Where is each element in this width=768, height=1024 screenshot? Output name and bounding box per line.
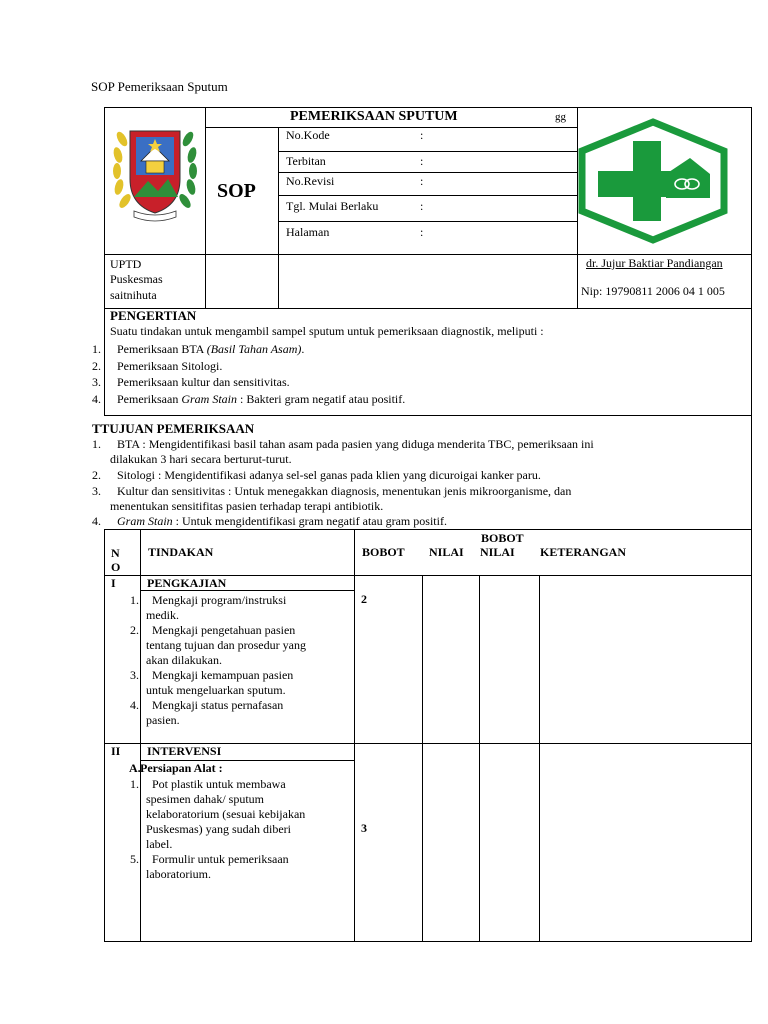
field-no-kode-label: No.Kode xyxy=(286,128,330,142)
section-title: INTERVENSI xyxy=(147,744,222,758)
step-text: pasien. xyxy=(146,713,180,727)
col-header-keterangan: KETERANGAN xyxy=(540,545,627,559)
pengertian-item: Pemeriksaan Sitologi. xyxy=(117,359,223,373)
puskesmas-logo xyxy=(578,116,728,246)
step-text: Mengkaji pengetahuan pasien xyxy=(152,623,296,637)
unit-line-3: saitnihuta xyxy=(110,288,157,302)
step-text: Puskesmas) yang sudah diberi xyxy=(146,822,291,836)
step-text: label. xyxy=(146,837,173,851)
field-tgl-berlaku-label: Tgl. Mulai Berlaku xyxy=(286,199,379,213)
section-bobot: 3 xyxy=(361,821,367,835)
field-terbitan-sep: : xyxy=(420,154,424,168)
tujuan-item-line: BTA : Mengidentifikasi basil tahan asam pada pasien yang diduga menderita TBC, pemeriksaan ini xyxy=(117,437,594,451)
signer-nip: Nip: 19790811 2006 04 1 005 xyxy=(581,284,725,298)
unit-line-1: UPTD xyxy=(110,257,142,271)
pengertian-item-num: 1. xyxy=(92,342,101,356)
header-gg-mark: gg xyxy=(555,111,566,123)
tujuan-item-num: 3. xyxy=(92,484,101,498)
step-text: laboratorium. xyxy=(146,867,211,881)
document-title: SOP Pemeriksaan Sputum xyxy=(91,79,228,94)
pengertian-intro: Suatu tindakan untuk mengambil sampel sputum untuk pemeriksaan diagnostik, meliputi : xyxy=(110,324,544,338)
tujuan-item-line: Kultur dan sensitivitas : Untuk menegakkan diagnosis, menentukan jenis mikroorganisme, dan xyxy=(117,484,572,498)
section-bobot: 2 xyxy=(361,592,367,606)
section-roman: I xyxy=(111,576,116,590)
step-num: 1. xyxy=(130,593,139,607)
health-cross-logo-icon xyxy=(578,116,728,246)
tujuan-item-num: 4. xyxy=(92,514,101,528)
col-header-nilai: NILAI xyxy=(429,545,464,559)
section-title: PENGKAJIAN xyxy=(147,576,227,590)
pengertian-item-num: 3. xyxy=(92,375,101,389)
step-num: 1. xyxy=(130,777,139,791)
field-no-revisi-label: No.Revisi xyxy=(286,174,335,188)
step-text: spesimen dahak/ sputum xyxy=(146,792,264,806)
pengertian-item-num: 4. xyxy=(92,392,101,406)
step-num: 2. xyxy=(130,623,139,637)
header-title: PEMERIKSAAN SPUTUM xyxy=(290,109,458,124)
step-num: 3. xyxy=(130,668,139,682)
tujuan-item-line: dilakukan 3 hari secara berturut-turut. xyxy=(110,452,292,466)
field-halaman-label: Halaman xyxy=(286,225,330,239)
tujuan-item-line: Sitologi : Mengidentifikasi adanya sel-sel ganas pada klien yang dicuroigai kanker paru. xyxy=(117,468,541,482)
step-text: untuk mengeluarkan sputum. xyxy=(146,683,286,697)
step-text: Mengkaji kemampuan pasien xyxy=(152,668,294,682)
col-header-no: N xyxy=(111,546,120,560)
tujuan-heading: TTUJUAN PEMERIKSAAN xyxy=(92,421,255,436)
section-roman: II xyxy=(111,744,121,758)
step-num: 4. xyxy=(130,698,139,712)
col-header-tindakan: TINDAKAN xyxy=(148,545,214,559)
step-text: akan dilakukan. xyxy=(146,653,222,667)
col-header-bobot-nilai: BOBOT xyxy=(481,531,524,545)
step-text: Mengkaji status pernafasan xyxy=(152,698,284,712)
col-header-no: O xyxy=(111,560,121,574)
emblem-icon xyxy=(108,109,202,231)
sop-label: SOP xyxy=(217,180,256,202)
pengertian-item: Pemeriksaan Gram Stain : Bakteri gram negatif atau positif. xyxy=(117,392,406,406)
step-text: medik. xyxy=(146,608,179,622)
step-text: Formulir untuk pemeriksaan xyxy=(152,852,289,866)
field-terbitan-label: Terbitan xyxy=(286,154,326,168)
col-header-bobot-nilai: NILAI xyxy=(480,545,515,559)
pengertian-item: Pemeriksaan kultur dan sensitivitas. xyxy=(117,375,290,389)
signer-name: dr. Jujur Baktiar Pandiangan xyxy=(586,256,723,270)
step-text: Mengkaji program/instruksi xyxy=(152,593,287,607)
field-halaman-sep: : xyxy=(420,225,424,239)
unit-line-2: Puskesmas xyxy=(110,272,163,286)
tujuan-item-num: 2. xyxy=(92,468,101,482)
pengertian-item: Pemeriksaan BTA (Basil Tahan Asam). xyxy=(117,342,305,356)
pengertian-item-num: 2. xyxy=(92,359,101,373)
subsection-title: Persiapan Alat : xyxy=(140,761,223,775)
regional-emblem-logo xyxy=(108,109,202,231)
field-no-revisi-sep: : xyxy=(420,174,424,188)
col-header-bobot: BOBOT xyxy=(362,545,405,559)
subsection-letter: A. xyxy=(129,761,141,775)
tujuan-item-line: menentukan sensitifitas pasien terhadap terapi antibiotik. xyxy=(110,499,384,513)
step-num: 5. xyxy=(130,852,139,866)
field-tgl-berlaku-sep: : xyxy=(420,199,424,213)
field-no-kode-sep: : xyxy=(420,128,424,142)
tujuan-item-line: Gram Stain : Untuk mengidentifikasi gram negatif atau gram positif. xyxy=(117,514,447,528)
step-text: tentang tujuan dan prosedur yang xyxy=(146,638,306,652)
pengertian-heading: PENGERTIAN xyxy=(110,308,197,323)
tujuan-item-num: 1. xyxy=(92,437,101,451)
step-text: Pot plastik untuk membawa xyxy=(152,777,286,791)
step-text: kelaboratorium (sesuai kebijakan xyxy=(146,807,306,821)
